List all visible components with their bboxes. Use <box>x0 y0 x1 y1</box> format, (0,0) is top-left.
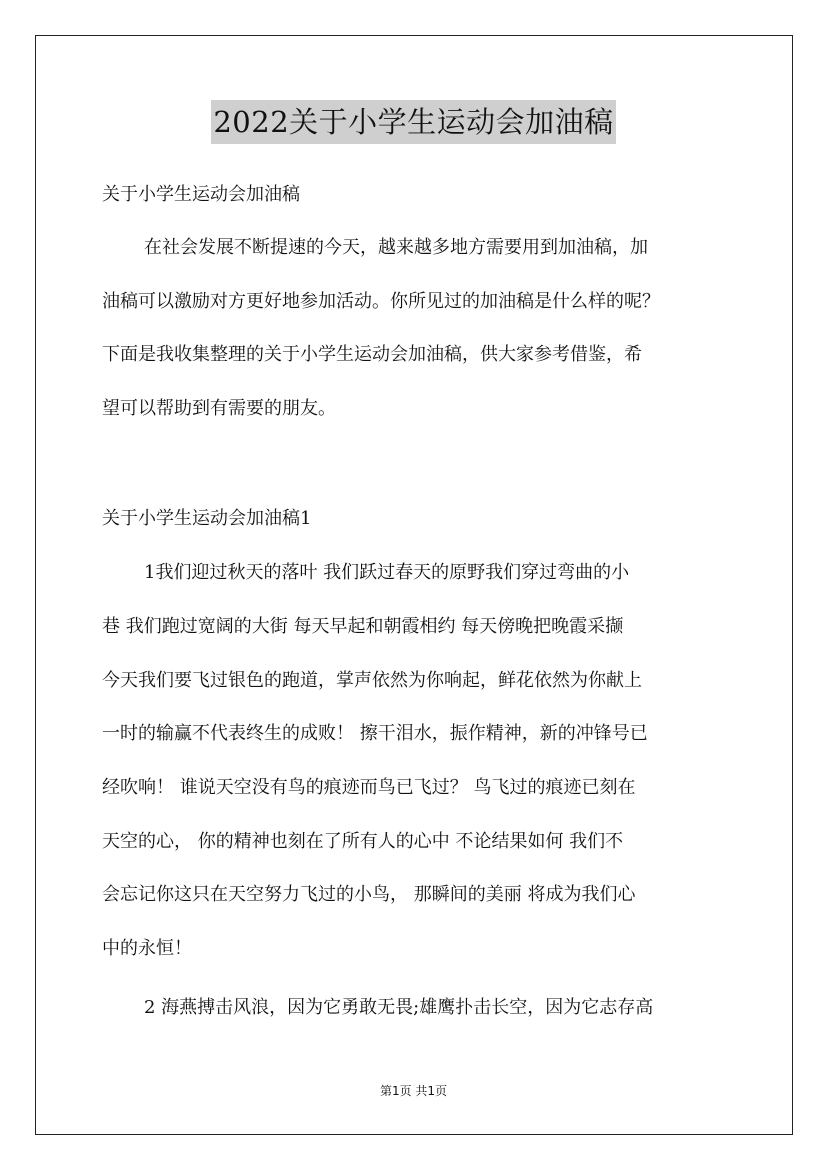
intro-line: 油稿可以激励对方更好地参加活动。你所见过的加油稿是什么样的呢？ <box>102 291 660 312</box>
intro-line: 下面是我收集整理的关于小学生运动会加油稿，供大家参考借鉴，希 <box>102 344 642 365</box>
document-title: 2022关于小学生运动会加油稿 <box>211 100 615 144</box>
paragraph-line: 天空的心， 你的精神也刻在了所有人的心中 不论结果如何 我们不 <box>102 831 624 852</box>
paragraph-line: 2 海燕搏击风浪，因为它勇敢无畏;雄鹰扑击长空，因为它志存高 <box>144 997 654 1018</box>
intro-line: 望可以帮助到有需要的朋友。 <box>102 398 336 419</box>
paragraph-line: 1我们迎过秋天的落叶 我们跃过春天的原野我们穿过弯曲的小 <box>144 562 630 583</box>
paragraph-line: 经吹响！ 谁说天空没有鸟的痕迹而鸟已飞过？ 鸟飞过的痕迹已刻在 <box>102 777 636 798</box>
paragraph-line: 一时的输赢不代表终生的成败！ 擦干泪水，振作精神，新的冲锋号已 <box>102 723 648 744</box>
section-heading: 关于小学生运动会加油稿1 <box>102 508 312 529</box>
paragraph-line: 中的永恒！ <box>102 938 192 959</box>
document-subtitle: 关于小学生运动会加油稿 <box>102 184 300 205</box>
title-area <box>0 100 827 144</box>
paragraph-line: 会忘记你这只在天空努力飞过的小鸟， 那瞬间的美丽 将成为我们心 <box>102 884 636 905</box>
paragraph-line: 巷 我们跑过宽阔的大街 每天早起和朝霞相约 每天傍晚把晚霞采撷 <box>102 616 624 637</box>
page-footer: 第1页 共1页 <box>379 1084 448 1098</box>
paragraph-line: 今天我们要飞过银色的跑道，掌声依然为你响起，鲜花依然为你献上 <box>102 670 642 691</box>
intro-line: 在社会发展不断提速的今天，越来越多地方需要用到加油稿，加 <box>144 237 648 258</box>
